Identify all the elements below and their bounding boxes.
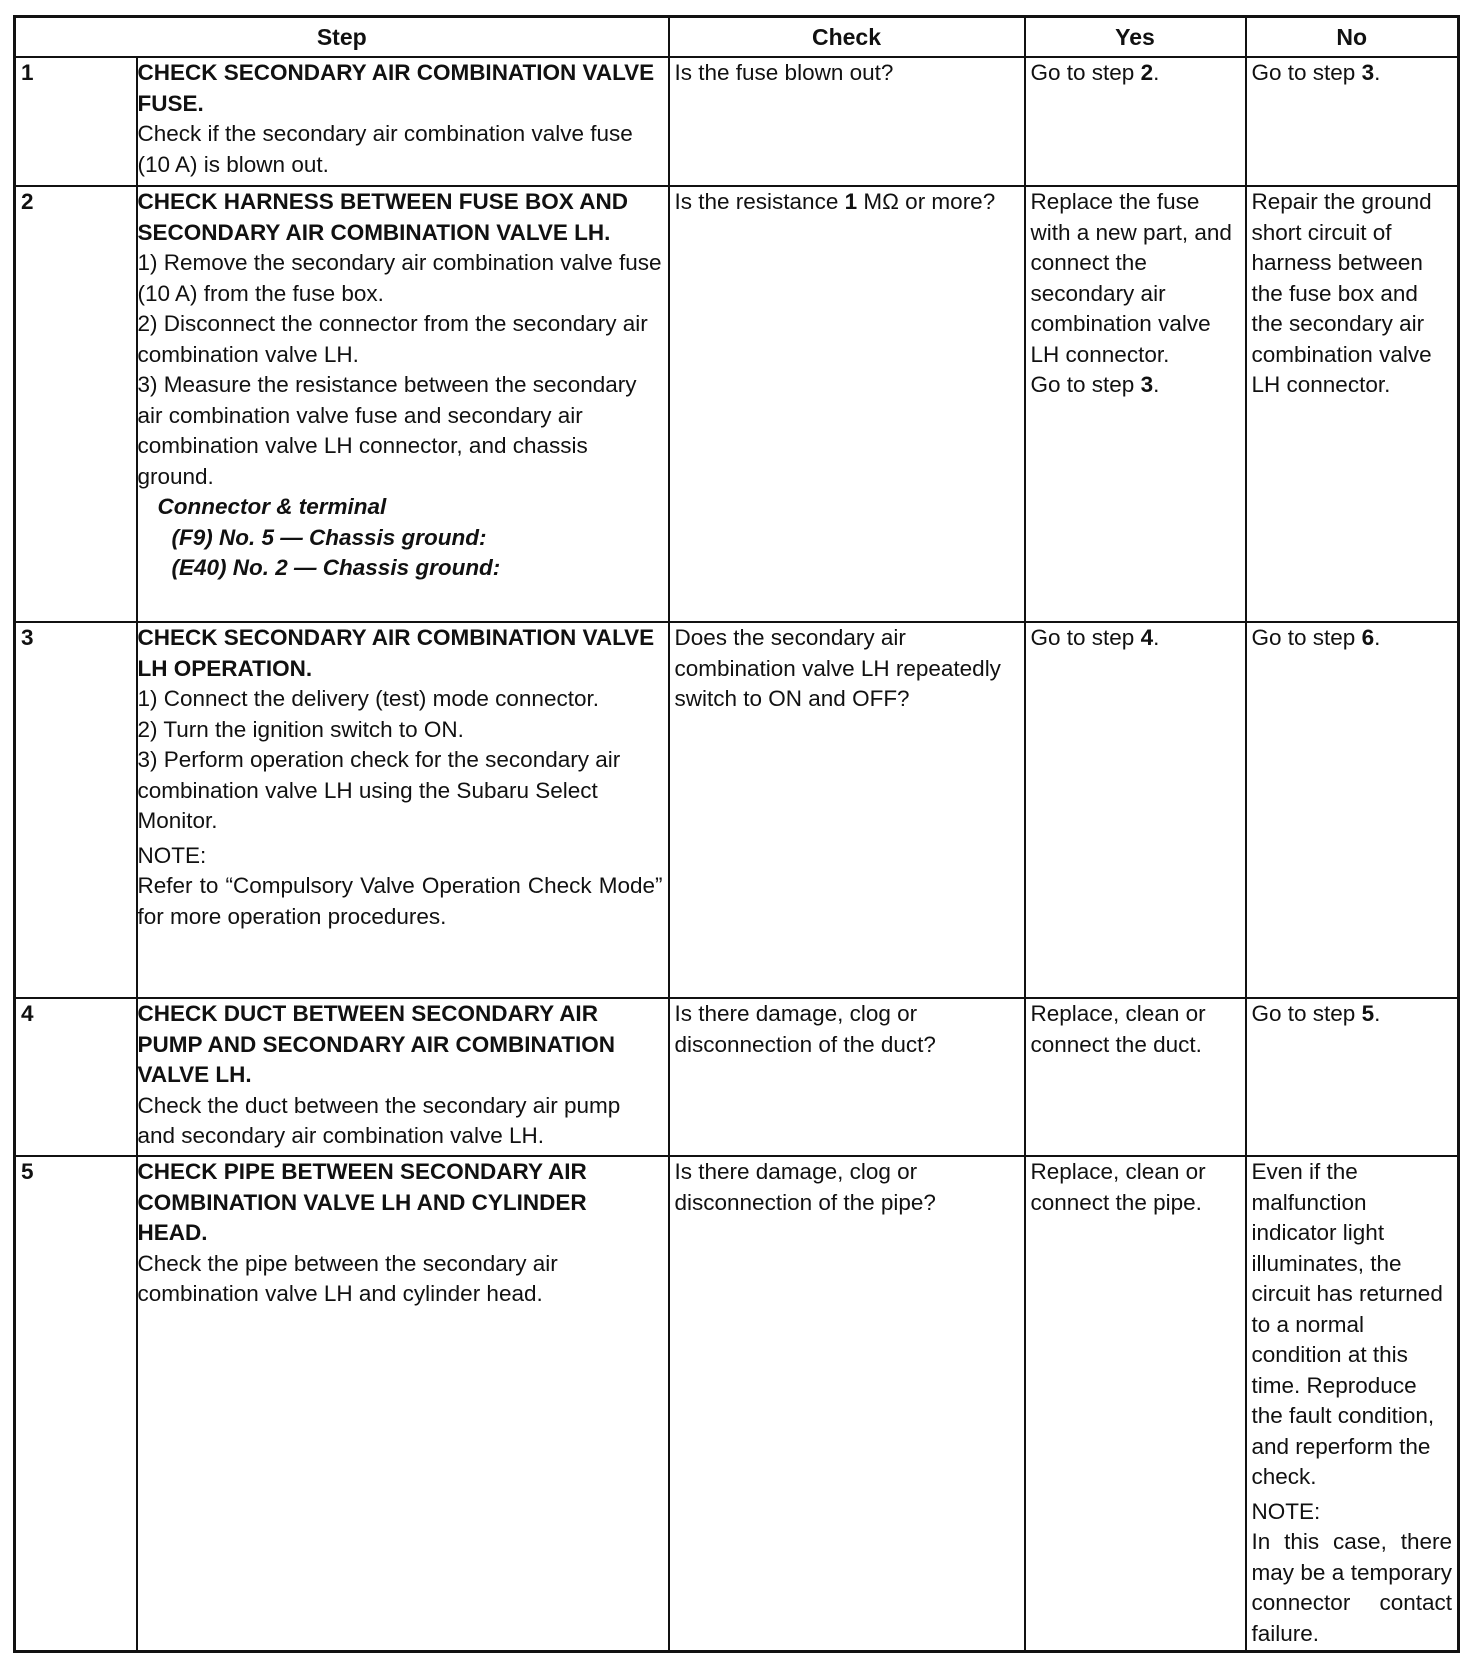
check-value: 1: [844, 189, 858, 214]
no-step: 3: [1361, 60, 1375, 85]
yes-suffix: .: [1153, 372, 1160, 397]
yes-step: 2: [1140, 60, 1154, 85]
no-cell: [1246, 998, 1459, 1156]
no-suffix: .: [1374, 60, 1381, 85]
table-row: [15, 622, 1459, 998]
no-cell: [1246, 57, 1459, 186]
yes-cell: [1025, 57, 1246, 186]
step-number: 1: [15, 57, 137, 186]
step-number: 3: [15, 622, 137, 998]
step-number: 4: [15, 998, 137, 1156]
header-yes: Yes: [1025, 17, 1246, 58]
yes-suffix: .: [1153, 60, 1160, 85]
no-suffix: .: [1374, 1001, 1381, 1026]
step-title: CHECK PIPE BETWEEN SECONDARY AIR COMBINATION VALVE LH AND CYLINDER HEAD.: [137, 1159, 587, 1245]
table-row: [15, 998, 1459, 1156]
step-title: CHECK SECONDARY AIR COMBINATION VALVE LH OPERATION.: [137, 625, 655, 681]
no-suffix: .: [1374, 625, 1381, 650]
yes-cell: Replace, clean or connect the duct.: [1025, 998, 1246, 1156]
check-cell: Is there damage, clog or disconnection of the pipe?: [669, 1156, 1025, 1652]
note-text: Refer to “Compulsory Valve Operation Check Mode” for more operation procedures.: [137, 873, 663, 929]
step-description: [137, 186, 669, 622]
header-check: Check: [669, 17, 1025, 58]
note-text: In this case, there may be a temporary connector contact failure.: [1251, 1529, 1452, 1646]
substep: 1) Remove the secondary air combination valve fuse (10 A) from the fuse box.: [137, 250, 662, 306]
no-text: Even if the malfunction indicator light illuminates, the circuit has returned to a normal condition at this time. Reproduce the fault condition, and reperform the check.: [1251, 1159, 1443, 1489]
yes-prefix: Go to step: [1030, 372, 1141, 397]
table-row: [15, 57, 1459, 186]
note-label: NOTE:: [1251, 1498, 1321, 1524]
no-cell: [1246, 1156, 1459, 1652]
substep: 1) Connect the delivery (test) mode connector.: [137, 686, 599, 711]
step-number: 5: [15, 1156, 137, 1652]
substep: 3) Perform operation check for the secondary air combination valve LH using the Subaru Select Monitor.: [137, 747, 621, 833]
table-row: [15, 1156, 1459, 1652]
check-cell: Does the secondary air combination valve LH repeatedly switch to ON and OFF?: [669, 622, 1025, 998]
no-step: 5: [1361, 1001, 1375, 1026]
step-body: Check if the secondary air combination valve fuse (10 A) is blown out.: [137, 121, 633, 177]
no-step: 6: [1361, 625, 1375, 650]
step-body: Check the pipe between the secondary air combination valve LH and cylinder head.: [137, 1250, 558, 1306]
step-description: [137, 57, 669, 186]
connector-terminal: (F9) No. 5 — Chassis ground:: [171, 524, 487, 550]
check-cell: Is there damage, clog or disconnection of the duct?: [669, 998, 1025, 1156]
yes-cell: [1025, 186, 1246, 622]
step-title: CHECK DUCT BETWEEN SECONDARY AIR PUMP AND SECONDARY AIR COMBINATION VALVE LH.: [137, 1001, 616, 1087]
yes-prefix: Go to step: [1030, 60, 1141, 85]
check-prefix: Is the resistance: [674, 189, 845, 214]
check-suffix: MΩ or more?: [857, 189, 996, 214]
yes-step: 4: [1140, 625, 1154, 650]
check-cell: Is the fuse blown out?: [669, 57, 1025, 186]
step-description: [137, 1156, 669, 1652]
table-header-row: [15, 17, 1459, 58]
check-cell: [669, 186, 1025, 622]
note-label: NOTE:: [137, 842, 207, 868]
step-description: [137, 998, 669, 1156]
step-description: [137, 622, 669, 998]
yes-step: 3: [1140, 372, 1154, 397]
header-no: No: [1246, 17, 1459, 58]
diagnostic-table: [13, 15, 1460, 1653]
connector-heading: Connector & terminal: [157, 494, 387, 519]
header-step: Step: [15, 17, 669, 58]
step-body: Check the duct between the secondary air pump and secondary air combination valve LH.: [137, 1092, 621, 1148]
no-cell: [1246, 622, 1459, 998]
step-title: CHECK SECONDARY AIR COMBINATION VALVE FUSE.: [137, 60, 655, 116]
yes-cell: Replace, clean or connect the pipe.: [1025, 1156, 1246, 1652]
yes-cell: [1025, 622, 1246, 998]
yes-suffix: .: [1153, 625, 1160, 650]
yes-prefix: Go to step: [1030, 625, 1141, 650]
step-number: 2: [15, 186, 137, 622]
no-prefix: Go to step: [1251, 625, 1362, 650]
step-title: CHECK HARNESS BETWEEN FUSE BOX AND SECONDARY AIR COMBINATION VALVE LH.: [137, 189, 628, 245]
no-prefix: Go to step: [1251, 1001, 1362, 1026]
no-cell: Repair the ground short circuit of harness between the fuse box and the secondary air combination valve LH connector.: [1246, 186, 1459, 622]
table-row: [15, 186, 1459, 622]
substep: 2) Turn the ignition switch to ON.: [137, 716, 464, 742]
connector-terminal: (E40) No. 2 — Chassis ground:: [171, 555, 501, 580]
no-prefix: Go to step: [1251, 60, 1362, 85]
substep: 2) Disconnect the connector from the secondary air combination valve LH.: [137, 311, 648, 367]
substep: 3) Measure the resistance between the secondary air combination valve fuse and secondary air combination valve LH connector, and chassis ground.: [137, 372, 637, 489]
yes-text: Replace the fuse with a new part, and connect the secondary air combination valve LH connector.: [1030, 189, 1232, 367]
